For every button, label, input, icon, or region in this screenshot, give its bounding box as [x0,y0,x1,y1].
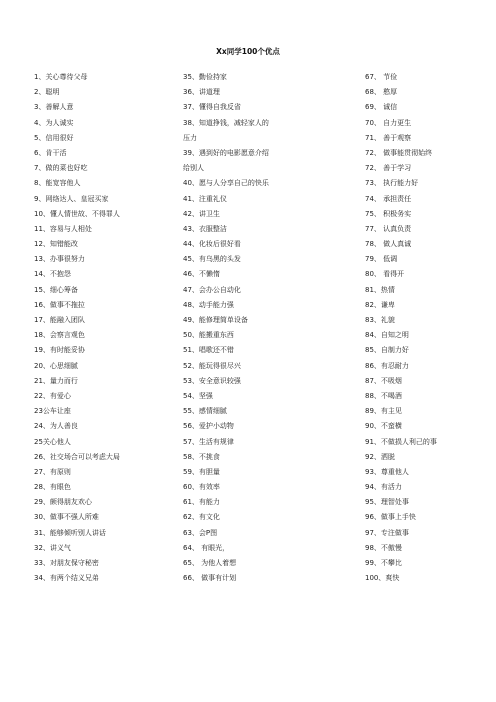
merit-item [34,267,184,282]
merit-text: 61、有能力 [183,498,220,507]
merits-column-2 [183,70,358,586]
merit-item [365,343,485,358]
merit-text: 53、安全意识较强 [183,376,241,385]
merit-text: 70、 自力更生 [365,118,412,127]
merit-item [34,571,184,586]
merit-item [183,556,358,571]
merit-item [365,298,485,313]
merit-text: 91、不做损人利己的事 [365,437,437,446]
merit-item [365,237,485,252]
merit-text: 97、专注做事 [365,528,409,537]
merit-item [365,495,485,510]
merit-text: 45、有乌黑的头发 [183,255,241,264]
merit-item [183,359,358,374]
merit-item [365,283,485,298]
merit-item [365,374,485,389]
merit-item [365,207,485,222]
merit-item [34,419,184,434]
merit-item [34,116,184,131]
merit-item [183,510,358,525]
merit-text: 55、感情细腻 [183,407,227,416]
merit-item [365,359,485,374]
merit-text: 75、 积极务实 [365,209,412,218]
merit-item [34,374,184,389]
merit-item [34,556,184,571]
merit-text: 17、能融入团队 [34,316,85,324]
merit-item [183,495,358,510]
merit-text: 31、能够倾听别人讲话 [34,528,106,537]
merit-item [365,480,485,495]
merit-text: 34、有两个结义兄弟 [34,574,99,583]
merit-item [183,116,358,131]
merit-text: 89、有主见 [365,407,402,416]
merit-item [365,556,485,571]
merit-item [34,85,184,100]
merit-text: 7、做的菜也好吃 [34,164,88,173]
merit-item [183,404,358,419]
merit-text: 74、 承担责任 [365,194,412,203]
merit-text: 62、有文化 [183,513,220,522]
merit-item [183,328,358,343]
merit-text: 36、讲道理 [183,88,220,97]
merit-text: 39、遇到好的电影愿意介绍 [183,148,269,157]
merit-item [183,480,358,495]
merit-item [183,85,358,100]
merit-item [183,343,358,358]
merit-item [34,450,184,465]
merit-text: 95、理智处事 [365,498,409,507]
merit-item [365,100,485,115]
merit-text: 68、 憨厚 [365,88,398,97]
merit-text: 82、谦卑 [365,300,395,309]
merit-item [34,359,184,374]
merit-text: 30、做事不强人所难 [34,513,99,522]
page-title: Xx同学100个优点 [216,47,280,56]
merit-text: 93、尊重他人 [365,467,409,476]
merit-item [365,526,485,541]
merit-item [183,267,358,282]
merit-text: 96、做事上手快 [365,513,416,522]
merit-text: 14、不抱怨 [34,270,71,279]
merit-text: 41、注重礼仪 [183,194,227,203]
merit-text: 84、自知之明 [365,331,409,340]
merit-text: 80、 看得开 [365,270,405,279]
merit-item [183,450,358,465]
merit-item [183,298,358,313]
merit-item [34,465,184,480]
merit-text: 63、会P图 [183,528,218,537]
merit-text: 57、生活有规律 [183,437,234,446]
merit-item [365,131,485,146]
merit-text: 66、 做事有计划 [183,574,237,583]
merit-item [365,252,485,267]
merit-item [183,131,358,146]
merit-text: 71、 善于观察 [365,133,412,142]
merit-text: 11、容易与人相处 [34,224,92,233]
merit-text: 85、自制力好 [365,346,409,355]
merit-item [183,176,358,191]
merit-text: 72、 做事能贯彻始终 [365,148,433,157]
merit-text: 27、有原则 [34,467,71,476]
merit-item [365,85,485,100]
merit-item [183,541,358,556]
merit-text: 83、礼貌 [365,316,395,324]
merit-item [34,146,184,161]
merit-text: 59、有胆量 [183,467,220,476]
merit-text: 43、衣服整洁 [183,224,227,233]
merit-item [34,480,184,495]
merit-text: 50、能搬重东西 [183,331,234,340]
merit-text: 86、有忍耐力 [365,361,409,370]
merit-item [34,298,184,313]
merit-text: 48、动手能力强 [183,300,234,309]
merit-text: 15、细心筹备 [34,285,78,294]
merit-item [34,328,184,343]
merit-text: 37、懂得自我反省 [183,103,241,112]
merit-text: 3、善解人意 [34,103,74,112]
merit-text: 60、有效率 [183,483,220,492]
merit-item [183,419,358,434]
merit-text: 4、为人诚实 [34,118,74,127]
merit-item [183,161,358,176]
merit-text: 92、洒脱 [365,452,395,461]
merit-item [183,526,358,541]
merit-text: 65、 为他人着想 [183,559,237,567]
merit-text: 94、有活力 [365,483,402,492]
merit-text: 22、有爱心 [34,391,71,400]
merit-item [365,465,485,480]
merit-item [34,252,184,267]
merit-text: 47、会办公自动化 [183,285,241,294]
merit-item [365,404,485,419]
merit-item [34,131,184,146]
merit-text: 35、勤俭持家 [183,73,227,81]
merit-item [34,237,184,252]
merit-text: 77、 认真负责 [365,224,412,233]
merit-item [183,283,358,298]
merit-text: 32、讲义气 [34,543,71,552]
merit-text: 33、对朋友保守秘密 [34,559,99,567]
merit-item [34,510,184,525]
merit-text: 42、讲卫生 [183,209,220,218]
merit-item [183,237,358,252]
merit-text: 72、 善于学习 [365,164,412,173]
merit-text: 26、社交场合可以考虑大局 [34,452,120,461]
merit-text: 56、爱护小动物 [183,422,234,431]
merit-item [183,207,358,222]
merit-text: 46、不懒惰 [183,270,220,279]
merit-text: 28、有眼色 [34,483,71,492]
merit-text: 18、会察言观色 [34,331,85,340]
merit-item [183,100,358,115]
merit-item [365,571,485,586]
merit-item [365,222,485,237]
merit-item [183,374,358,389]
merit-text: 49、能修理简单设备 [183,316,248,324]
merit-item [183,465,358,480]
merit-item [34,70,184,85]
merit-text: 16、做事不拖拉 [34,300,85,309]
merit-item [365,161,485,176]
merit-item [34,222,184,237]
merits-column-1 [34,70,184,586]
merits-column-3 [365,70,485,586]
merit-text: 19、有时能妥协 [34,346,85,355]
merit-item [183,252,358,267]
merit-text: 51、唱歌还不错 [183,346,234,355]
merit-item [365,267,485,282]
merit-text: 100、爽快 [365,574,400,583]
merit-item [365,510,485,525]
merit-text: 2、聪明 [34,88,60,97]
merit-item [365,541,485,556]
merit-text: 64、 有眼光， [183,543,230,552]
merit-text: 23公车让座 [34,407,71,416]
merit-item [365,146,485,161]
merit-text: 81、热情 [365,285,395,294]
merit-text: 87、不吸烟 [365,376,402,385]
merit-item [183,313,358,328]
merit-text: 13、办事很努力 [34,255,85,264]
merit-item [34,435,184,450]
merit-text: 40、愿与人分享自己的快乐 [183,179,269,188]
merit-item [34,176,184,191]
merit-item [365,419,485,434]
merit-text: 67、 节俭 [365,73,398,81]
merit-item [34,526,184,541]
merit-text: 29、颇得朋友欢心 [34,498,92,507]
merit-text: 5、信用很好 [34,133,74,142]
merit-item [365,176,485,191]
merit-text: 78、 做人真诚 [365,240,412,249]
merit-text: 54、坚强 [183,391,213,400]
merit-text: 52、能玩得很尽兴 [183,361,241,370]
merit-item [365,328,485,343]
merit-text: 压力 [183,133,197,142]
merit-item [365,313,485,328]
merit-item [365,389,485,404]
merit-text: 73、 执行能力好 [365,179,419,188]
merit-item [365,116,485,131]
merit-item [183,571,358,586]
merit-item [183,222,358,237]
merit-item [34,207,184,222]
merit-item [34,283,184,298]
merit-text: 98、不傲慢 [365,543,402,552]
merit-item [34,192,184,207]
merit-text: 21、量力而行 [34,376,78,385]
merit-text: 9、网络达人、皇冠买家 [34,194,109,203]
merit-item [365,435,485,450]
merit-text: 58、不挑食 [183,452,220,461]
merit-item [34,541,184,556]
merit-text: 给别人 [183,164,204,173]
merit-text: 24、为人善良 [34,422,78,431]
merit-text: 79、 低调 [365,255,398,264]
merit-text: 44、化妆后很好看 [183,240,241,249]
merit-text: 38、知道挣钱，减轻家人的 [183,118,269,127]
merit-text: 90、不蛮横 [365,422,402,431]
merit-item [183,192,358,207]
merit-item [183,70,358,85]
merit-text: 99、不攀比 [365,559,402,567]
merit-item [365,192,485,207]
merit-item [34,495,184,510]
merit-item [183,435,358,450]
merit-item [34,389,184,404]
merit-text: 69、 诚信 [365,103,398,112]
merit-text: 8、能宽容他人 [34,179,81,188]
merit-item [365,450,485,465]
merit-item [34,100,184,115]
merit-item [34,343,184,358]
merit-item [34,313,184,328]
merit-item [34,404,184,419]
merit-text: 25关心他人 [34,437,71,446]
merit-item [34,161,184,176]
merit-text: 6、肯干活 [34,148,67,157]
merit-item [183,389,358,404]
merit-text: 20、心思细腻 [34,361,78,370]
merit-text: 1、关心尊待父母 [34,73,88,81]
merit-item [183,146,358,161]
merit-text: 10、懂人情世故、不得罪人 [34,209,120,218]
merit-text: 88、不喝酒 [365,391,402,400]
merit-text: 12、知错能改 [34,240,78,249]
merit-item [365,70,485,85]
